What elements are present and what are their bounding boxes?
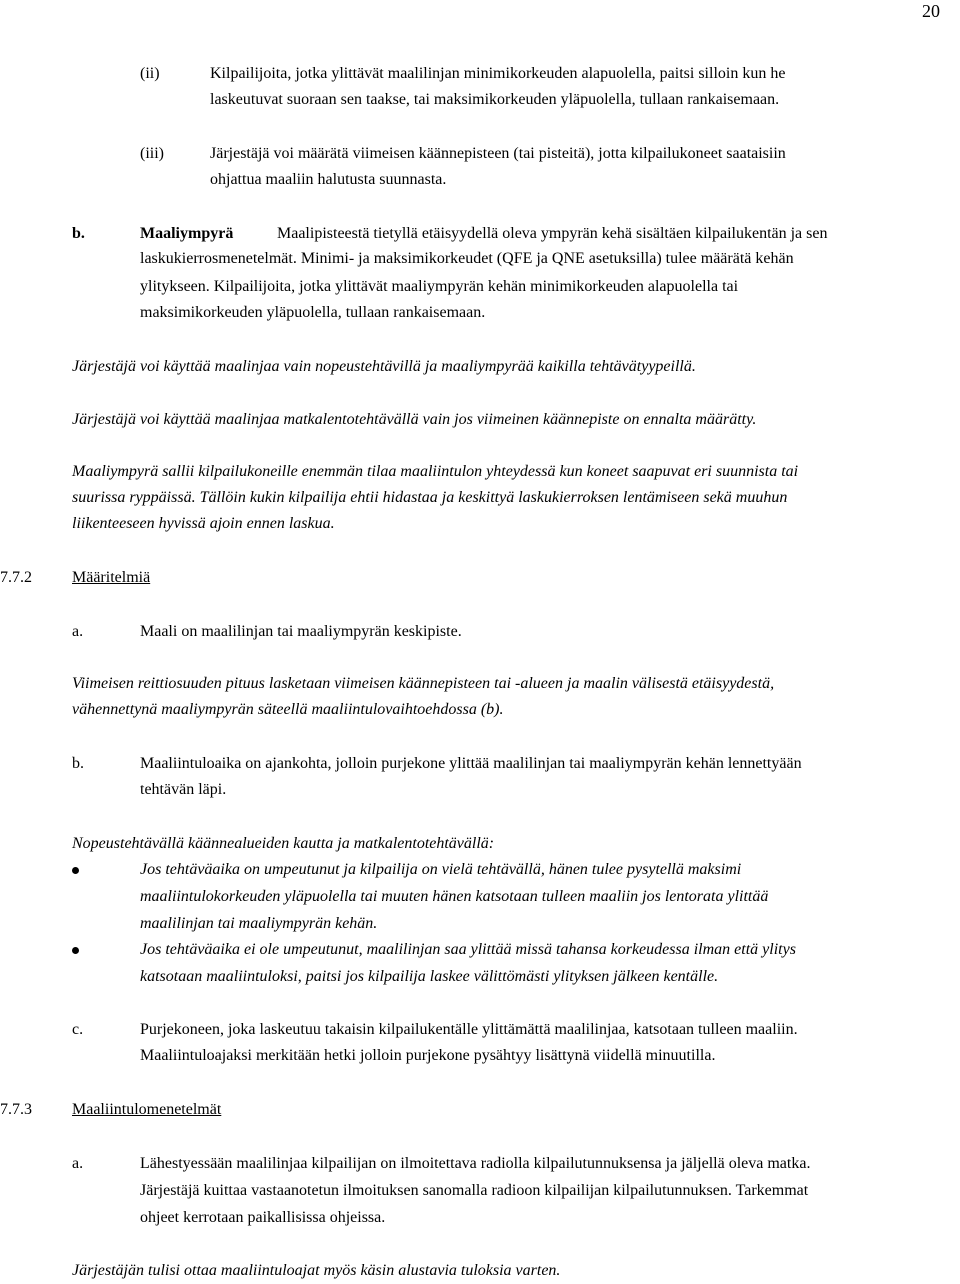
- def-a-marker: a.: [72, 623, 84, 640]
- note-finish-line-usage: Järjestäjä voi käyttää maalinjaa vain nopeustehtävillä ja maaliympyrää kaikilla tehtävätyypeillä.: [72, 358, 696, 375]
- section-772-number: 7.7.2: [0, 569, 32, 586]
- proc-a-line1: Lähestyessään maalilinjaa kilpailijan on ilmoitettava radiolla kilpailutunnuksensa ja jäljellä oleva matka.: [140, 1155, 811, 1172]
- bullet-1-line3: maalilinjan tai maaliympyrän kehän.: [140, 915, 378, 932]
- proc-a-line2: Järjestäjä kuittaa vastaanotetun ilmoituksen sanomalla radioon kilpailijan kilpailutunnuksen. Tarkemmat: [140, 1182, 809, 1199]
- bullet-2-line1: Jos tehtäväaika ei ole umpeutunut, maalilinjan saa ylittää missä tahansa korkeudessa ilman että ylitys: [140, 941, 796, 958]
- note-finish-circle-line2: suurissa ryppäissä. Tällöin kukin kilpailija ehtii hidastaa ja keskittyä laskukierroksen lentämiseen sekä muuhun: [72, 489, 788, 506]
- bullet-1-line1: Jos tehtäväaika on umpeutunut ja kilpailija on vielä tehtävällä, hänen tulee pysytellä maksimi: [140, 861, 742, 878]
- def-b-line1: Maaliintuloaika on ajankohta, jolloin purjekone ylittää maalilinjan tai maaliympyrän kehän lennettyään: [140, 755, 802, 772]
- note-leg-length-line2: vähennettynä maaliympyrän säteellä maaliintulovaihtoehdossa (b).: [72, 701, 504, 718]
- def-c-marker: c.: [72, 1021, 84, 1038]
- item-iii-line2: ohjattua maaliin halutusta suunnasta.: [210, 171, 447, 188]
- proc-a-marker: a.: [72, 1155, 84, 1172]
- page-number: 20: [922, 1, 940, 21]
- finish-circle-line4: maksimikorkeuden yläpuolella, tullaan rankaisemaan.: [140, 304, 486, 321]
- section-773-title: Maaliintulomenetelmät: [72, 1101, 222, 1118]
- finish-circle-marker: b.: [72, 225, 85, 242]
- finish-circle-line2: laskukierrosmenetelmät. Minimi- ja maksimikorkeudet (QFE ja QNE asetuksilla) tulee määrätä kehän: [140, 250, 794, 267]
- def-c-line2: Maaliintuloajaksi merkitään hetki jolloin purjekone pysähtyy lisättynä viidellä minuutilla.: [140, 1047, 716, 1064]
- def-a-text: Maali on maalilinjan tai maaliympyrän keskipiste.: [140, 623, 462, 640]
- section-772-title: Määritelmiä: [72, 569, 151, 586]
- bullet-dot: [72, 867, 79, 874]
- def-b-line2: tehtävän läpi.: [140, 781, 227, 798]
- note-finish-circle-line1: Maaliympyrä sallii kilpailukoneille enemmän tilaa maaliintulon yhteydessä kun koneet saapuvat eri suunnista tai: [72, 463, 799, 480]
- item-ii-marker: (ii): [140, 65, 160, 82]
- bullet-1-line2: maaliintulokorkeuden yläpuolella tai muuten hänen katsotaan tulleen maaliin jos lentorata ylittää: [140, 888, 769, 905]
- item-ii-line2: laskeutuvat suoraan sen taakse, tai maksimikorkeuden yläpuolella, tullaan rankaisemaan.: [210, 91, 780, 108]
- def-c-line1: Purjekoneen, joka laskeutuu takaisin kilpailukentälle ylittämättä maalilinjaa, katsotaan tulleen maaliin.: [140, 1021, 798, 1038]
- finish-circle-line3: ylitykseen. Kilpailijoita, jotka ylittävät maaliympyrän kehän minimikorkeuden alapuolella tai: [140, 278, 739, 295]
- bullet-dot: [72, 947, 79, 954]
- item-ii-line1: Kilpailijoita, jotka ylittävät maalilinjan minimikorkeuden alapuolella, paitsi silloin kun he: [210, 65, 786, 82]
- note-leg-length-line1: Viimeisen reittiosuuden pituus lasketaan viimeisen käännepisteen tai -alueen ja maalin välisestä etäisyydestä,: [72, 675, 775, 692]
- finish-circle-line1: Maalipisteestä tietyllä etäisyydellä oleva ympyrän kehä sisältäen kilpailukentän ja sen: [277, 225, 828, 242]
- note-distance-task: Järjestäjä voi käyttää maalinjaa matkalentotehtävällä vain jos viimeinen käännepiste on ennalta määrätty.: [72, 411, 757, 428]
- item-iii-line1: Järjestäjä voi määrätä viimeisen käännepisteen (tai pisteitä), jotta kilpailukoneet saataisiin: [210, 145, 786, 162]
- item-iii-marker: (iii): [140, 145, 164, 162]
- note-finish-circle-line3: liikenteeseen hyvissä ajoin ennen laskua.: [72, 515, 335, 532]
- note-manual-times: Järjestäjän tulisi ottaa maaliintuloajat myös käsin alustavia tuloksia varten.: [72, 1262, 561, 1279]
- section-773-number: 7.7.3: [0, 1101, 32, 1118]
- finish-circle-term: Maaliympyrä: [140, 225, 234, 242]
- bullet-2-line2: katsotaan maaliintuloksi, paitsi jos kilpailija laskee välittömästi ylityksen jälkeen kentälle.: [140, 968, 719, 985]
- def-b-marker: b.: [72, 755, 84, 772]
- note-speed-task-intro: Nopeustehtävällä käännealueiden kautta ja matkalentotehtävällä:: [72, 835, 495, 852]
- proc-a-line3: ohjeet kerrotaan paikallisissa ohjeissa.: [140, 1209, 386, 1226]
